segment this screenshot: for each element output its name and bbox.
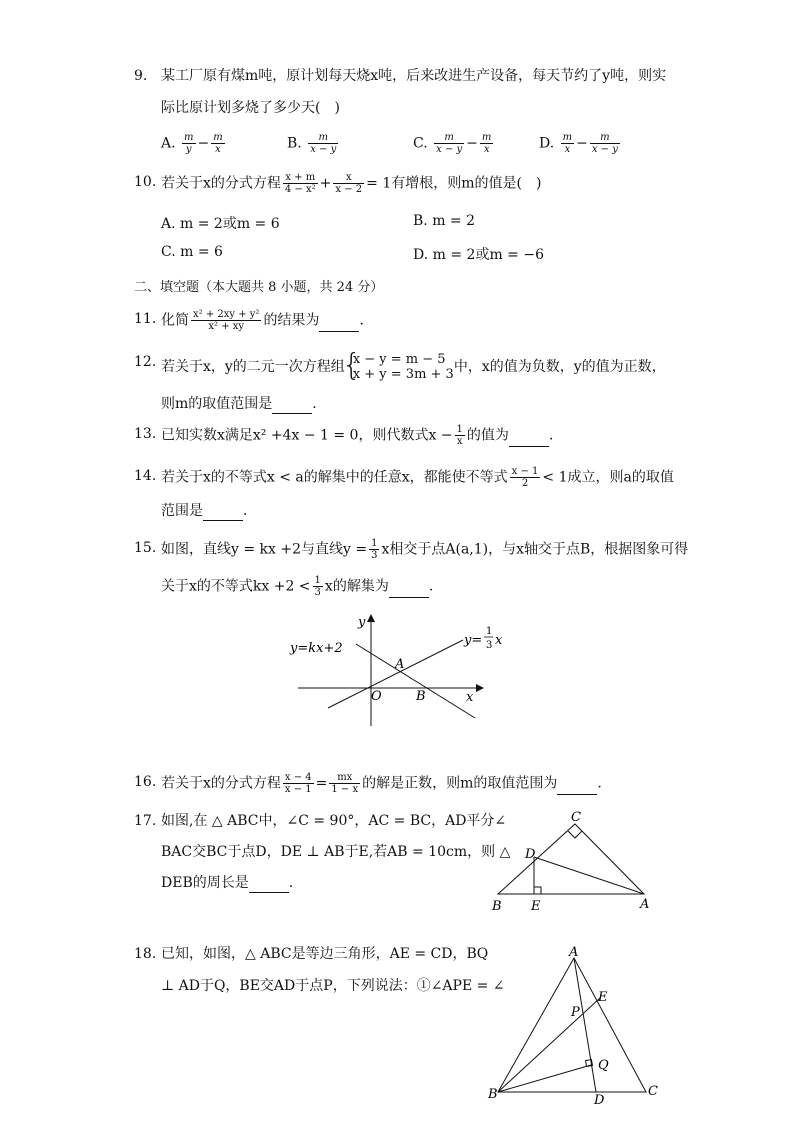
answer-blank[interactable] [509, 432, 549, 447]
question-stem-cont: 中，x的值为负数，y的值为正数， [453, 359, 666, 375]
question-stem-cont: x相交于点A(a,1)，与x轴交于点B，根据图象可得 [381, 541, 689, 558]
question-number: 11. [134, 311, 157, 327]
q17-triangle-figure [484, 806, 664, 916]
fraction-numerator: x [345, 172, 352, 183]
answer-blank[interactable] [272, 399, 312, 414]
label-p: P [571, 1005, 580, 1020]
question-stem: 已知，如图，△ ABC是等边三角形，AE = CD，BQ [161, 946, 489, 962]
fraction-numerator: 1 [456, 424, 463, 435]
option-a: A. $\frac{m}{y}$ − $\frac{m}{x}$ [161, 132, 223, 155]
segment-be [498, 998, 600, 1092]
label-b: B [492, 899, 502, 914]
line-kx-plus-2 [356, 644, 475, 718]
fraction-denominator: x − 1 [284, 784, 312, 795]
label-point-b: B [416, 689, 426, 704]
period: . [312, 396, 317, 412]
question-12 [134, 352, 664, 414]
q15-graph-figure [280, 612, 520, 732]
question-stem: 若关于x的不等式x < a的解集中的任意x，都能使不等式 [161, 469, 508, 486]
question-stem-cont: 的值为 [466, 427, 509, 444]
question-stem-line2: BAC交BC于点D，DE ⊥ AB于E,若AB = 10cm，则 △ [161, 844, 511, 860]
answer-blank[interactable] [319, 317, 359, 332]
option-label: D. [539, 135, 555, 152]
question-stem: 若关于x的分式方程 [161, 775, 281, 792]
fraction-numerator: 1 [314, 575, 321, 586]
question-number: 9. [134, 68, 148, 84]
question-number: 10. [134, 174, 157, 190]
question-11 [134, 309, 664, 332]
right-angle-mark-c [568, 831, 582, 838]
question-stem: 若关于x，y的二元一次方程组 [161, 359, 345, 375]
answer-blank[interactable] [203, 506, 243, 521]
question-16 [134, 772, 664, 795]
equation-system [345, 352, 454, 382]
question-stem-cont: < 1成立，则a的取值 [542, 469, 674, 486]
fraction-numerator: x − 1 [511, 466, 539, 477]
period: . [288, 875, 294, 891]
label-b: B [488, 1087, 498, 1102]
fraction-numerator: mx [337, 772, 353, 783]
label-y-axis: y [358, 615, 366, 630]
fraction-denominator: 3 [371, 550, 378, 561]
equation-2: x + y = 3m + 3 [352, 367, 454, 382]
option-label: B. [413, 213, 428, 229]
equation-1: { x − y = m − 5 [352, 352, 446, 367]
question-stem-cont: 的结果为 [263, 312, 320, 329]
answer-blank[interactable] [249, 878, 289, 893]
x-axis-arrow [476, 684, 484, 692]
section-heading: 二、填空题（本大题共 8 小题，共 24 分） [134, 280, 384, 295]
plus-sign: + [319, 175, 332, 192]
question-9 [134, 66, 667, 118]
fraction-numerator: 1 [371, 538, 378, 549]
answer-blank[interactable] [557, 780, 597, 795]
option-label: C. [413, 135, 428, 152]
option-label: B. [287, 135, 302, 152]
label-line2-b: x [495, 633, 503, 648]
question-stem: 某工厂原有煤m吨，原计划每天烧x吨，后来改进生产设备，每天节约了y吨，则实 [161, 68, 667, 84]
question-13 [134, 424, 664, 447]
question-stem: 化简 [161, 312, 189, 329]
question-number: 13. [134, 426, 157, 442]
question-number: 17. [134, 813, 157, 829]
question-stem-cont: 际比原计划多烧了多少天( ) [161, 100, 340, 116]
option-c [161, 244, 223, 260]
fraction-denominator: x [455, 435, 465, 447]
option-text: m = 6 [180, 244, 223, 260]
option-text: m = 2或m = 6 [180, 216, 280, 232]
question-10 [134, 172, 664, 195]
question-stem: 已知实数x满足x² +4x − 1 = 0，则代数式x − [161, 427, 453, 444]
fraction-denominator: 2 [510, 477, 541, 489]
y-axis-arrow [367, 614, 375, 622]
question-stem-line3: DEB的周长是 [161, 875, 249, 891]
option-label: D. [413, 247, 429, 263]
question-stem-line2: 范围是 [161, 503, 203, 519]
right-angle-mark-e [534, 887, 541, 894]
option-label: A. [161, 135, 176, 152]
question-stem-cont: 的解是正数，则m的取值范围为 [362, 775, 558, 792]
fraction-denominator: 1 − x [331, 784, 359, 795]
question-17 [134, 811, 511, 893]
period: . [359, 312, 364, 329]
fraction-numerator: x + m [285, 172, 316, 183]
label-a: A [640, 897, 650, 912]
fraction-denominator: x − 2 [335, 184, 363, 195]
segment-ad [534, 857, 644, 894]
question-stem: 如图，直线y = kx +2与直线y = [161, 541, 368, 558]
question-14 [134, 466, 674, 521]
label-c: C [648, 1084, 658, 1099]
label-line2-den: 3 [486, 640, 493, 651]
question-number: 16. [134, 774, 157, 790]
label-x-axis: x [466, 690, 474, 705]
question-number: 12. [134, 354, 157, 370]
label-c: C [571, 810, 581, 825]
question-number: 18. [134, 946, 157, 962]
option-b: B. $\frac{m}{x - y}$ [287, 132, 337, 155]
question-number: 14. [134, 468, 157, 484]
question-stem-line2: 关于x的不等式kx +2 < [161, 578, 311, 595]
option-label: A. [161, 216, 176, 232]
option-b [413, 213, 475, 229]
option-d: D. $\frac{m}{x}$ − $\frac{m}{x - y}$ [539, 132, 618, 155]
fraction-denominator: 3 [314, 587, 321, 598]
label-e: E [531, 899, 541, 914]
label-a: A [569, 945, 579, 960]
option-text: m = 2或m = −6 [432, 247, 544, 263]
label-line2-num: 1 [486, 626, 493, 637]
period: . [548, 427, 554, 444]
label-origin: O [371, 689, 382, 704]
fraction-numerator: x − 4 [284, 772, 312, 783]
equals-sign: = [315, 775, 328, 792]
question-15 [134, 538, 689, 598]
question-stem: 如图,在 △ ABC中，∠C = 90°，AC = BC，AD平分∠ [161, 813, 507, 829]
option-label: C. [161, 244, 176, 260]
label-q: Q [598, 1058, 609, 1073]
label-point-a: A [395, 657, 405, 672]
question-stem: 若关于x的分式方程 [161, 175, 281, 192]
period: . [243, 503, 248, 519]
label-line2-a: y= [464, 633, 483, 648]
question-stem-line2: ⊥ AD于Q，BE交AD于点P，下列说法：①∠APE = ∠ [161, 978, 505, 994]
fraction-denominator: x² + xy [191, 320, 261, 332]
fraction-numerator: x² + 2xy + y² [193, 309, 260, 320]
period: . [428, 578, 434, 595]
period: . [597, 775, 602, 792]
label-line1: y=kx+2 [290, 641, 343, 656]
option-text: m = 2 [432, 213, 476, 229]
option-c: C. $\frac{m}{x - y}$ − $\frac{m}{x}$ [413, 132, 492, 155]
question-stem-line2-cont: x的解集为 [324, 578, 389, 595]
label-d: D [525, 847, 536, 862]
question-number: 15. [134, 540, 157, 556]
question-stem-cont: = 1有增根，则m的值是( ) [366, 175, 542, 192]
option-a [161, 213, 280, 233]
label-d: D [594, 1093, 605, 1108]
question-18 [134, 944, 505, 996]
label-e: E [598, 990, 608, 1005]
option-d [413, 244, 544, 264]
answer-blank[interactable] [389, 583, 429, 598]
q18-triangle-figure [482, 944, 672, 1109]
question-stem-line2: 则m的取值范围是 [161, 396, 273, 412]
fraction-denominator: 4 − x² [284, 184, 316, 195]
